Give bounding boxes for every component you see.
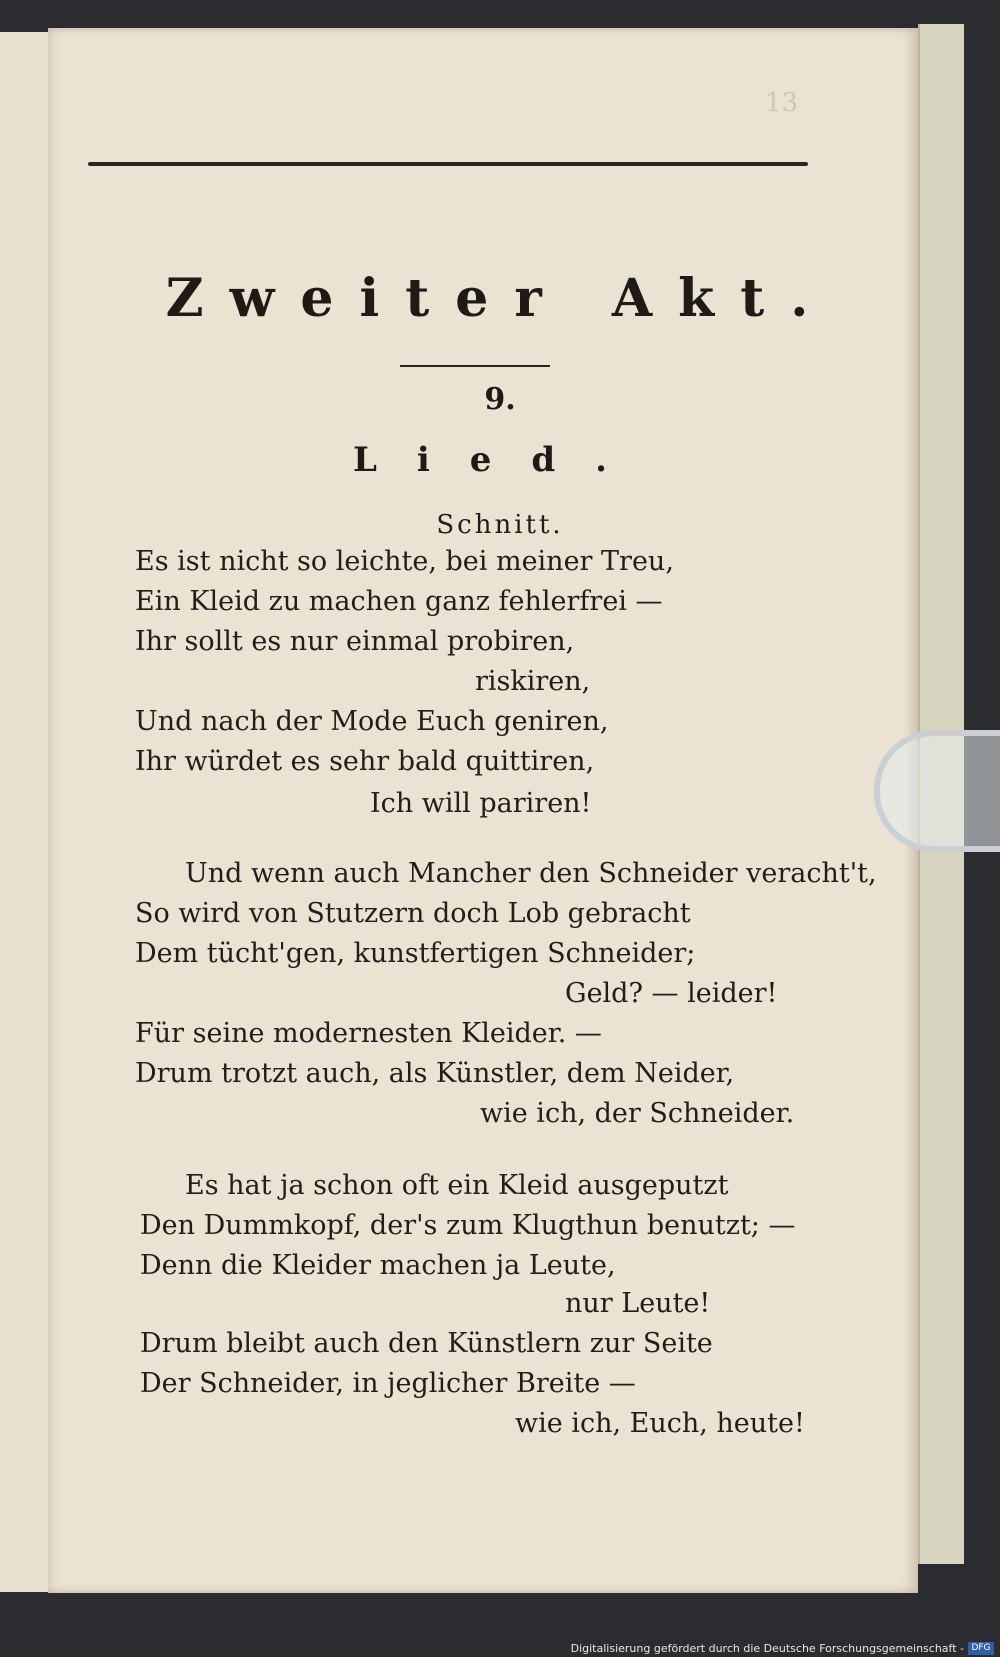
verse-line: Ich will pariren! [370, 788, 592, 819]
digitization-credit: Digitalisierung gefördert durch die Deutsche Forschungsgemeinschaft - [570, 1642, 964, 1655]
verse-line: Ihr würdet es sehr bald quittiren, [135, 746, 595, 777]
verse-line: Und wenn auch Mancher den Schneider veracht't, [185, 858, 877, 889]
verse-line: wie ich, der Schneider. [480, 1098, 795, 1129]
facing-page-edge [0, 32, 52, 1592]
speaker-name: Schnitt. [436, 510, 564, 540]
title-rule [400, 365, 550, 367]
verse-line: So wird von Stutzern doch Lob gebracht [135, 898, 691, 929]
verse-line: Ein Kleid zu machen ganz fehlerfrei — [135, 586, 663, 617]
verse-line: Drum bleibt auch den Künstlern zur Seite [140, 1328, 713, 1359]
page-clip [874, 730, 1000, 852]
song-number: 9. [484, 382, 516, 417]
header-rule [88, 162, 808, 166]
verse-line: Ihr sollt es nur einmal probiren, [135, 626, 575, 657]
verse-line: Drum trotzt auch, als Künstler, dem Neider, [135, 1058, 735, 1089]
verse-line: Für seine modernesten Kleider. — [135, 1018, 602, 1049]
verse-line: Und nach der Mode Euch geniren, [135, 706, 609, 737]
page-number: 13 [765, 88, 799, 118]
verse-line: nur Leute! [565, 1288, 711, 1319]
song-title: Lied. [352, 440, 648, 480]
verse-line: Der Schneider, in jeglicher Breite — [140, 1368, 636, 1399]
act-title: Zweiter Akt. [165, 268, 835, 329]
verse-line: Denn die Kleider machen ja Leute, [140, 1250, 616, 1281]
verse-line: Es hat ja schon oft ein Kleid ausgeputzt [185, 1170, 729, 1201]
verse-line: Es ist nicht so leichte, bei meiner Treu, [135, 546, 674, 577]
verse-line: Den Dummkopf, der's zum Klugthun benutzt; — [140, 1210, 796, 1241]
verse-line: riskiren, [475, 666, 591, 697]
verse-line: Geld? — leider! [565, 978, 778, 1009]
dfg-logo: DFG [968, 1642, 994, 1655]
verse-line: Dem tücht'gen, kunstfertigen Schneider; [135, 938, 696, 969]
verse-line: wie ich, Euch, heute! [515, 1408, 805, 1439]
